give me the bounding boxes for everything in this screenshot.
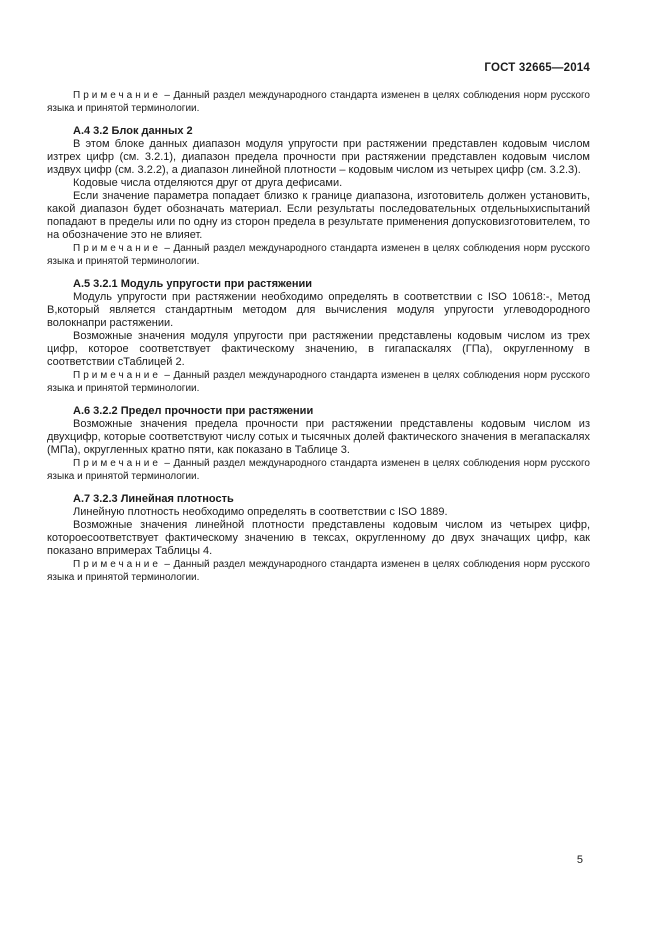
note-text: – Данный раздел международного стандарта изменен в целях соблюдения норм русского языка и принятой терминологии. — [47, 458, 590, 482]
note-text: – Данный раздел международного стандарта изменен в целях соблюдения норм русского языка и принятой терминологии. — [47, 370, 590, 394]
section-heading-a4: А.4 3.2 Блок данных 2 — [73, 125, 193, 137]
paragraph: Возможные значения модуля упругости при растяжении представлены кодовым числом из трех цифр, которое соответствует фактическому значению, в гигапаскалях (ГПа), округленному в соответствии сТаблицей 2. — [47, 330, 590, 368]
page-number: 5 — [576, 854, 583, 866]
note-text: – Данный раздел международного стандарта изменен в целях соблюдения норм русского языка и принятой терминологии. — [47, 559, 590, 583]
note-label: Примечание — [73, 458, 161, 469]
note-label: Примечание — [73, 243, 161, 254]
note-paragraph — [47, 457, 590, 483]
section-heading-a7: А.7 3.2.3 Линейная плотность — [73, 493, 234, 505]
note-text: – Данный раздел международного стандарта изменен в целях соблюдения норм русского языка и принятой терминологии. — [47, 90, 590, 114]
paragraph: Модуль упругости при растяжении необходимо определять в соответствии с ISO 10618:-, Метод В,который является стандартным методом для вычисления модуля упругости углеводородного волокнапри растяжении. — [47, 291, 590, 329]
note-paragraph — [47, 558, 590, 584]
note-text: – Данный раздел международного стандарта изменен в целях соблюдения норм русского языка и принятой терминологии. — [47, 243, 590, 267]
paragraph: Возможные значения предела прочности при растяжении представлены кодовым числом из двухцифр, которые соответствуют числу сотых и тысячных долей фактического значения в мегапаскалях (МПа), округленных кратно пяти, как показано в Таблице 3. — [47, 418, 590, 456]
standard-number: ГОСТ 32665—2014 — [484, 62, 590, 74]
note-paragraph — [47, 242, 590, 268]
paragraph: Если значение параметра попадает близко к границе диапазона, изготовитель должен установить, какой диапазон будет обозначать материал. Если результаты последовательных отдельныхиспытаний попадают в пределы или по одну из сторон предела в результате применения допусковизготовителем, то на обозначение это не влияет. — [47, 190, 590, 241]
document-content — [0, 76, 661, 584]
note-paragraph — [47, 369, 590, 395]
note-label: Примечание — [73, 370, 161, 381]
paragraph: В этом блоке данных диапазон модуля упругости при растяжении представлен кодовым числом изтрех цифр (см. 3.2.1), диапазон предела прочности при растяжении представлен кодовым числом издвух цифр (см. 3.2.2), а диапазон линейной плотности – кодовым числом из четырех цифр (см. 3.2.3). — [47, 138, 590, 176]
note-paragraph — [47, 89, 590, 115]
section-heading-a5: А.5 3.2.1 Модуль упругости при растяжении — [73, 278, 312, 290]
section-heading-a6: А.6 3.2.2 Предел прочности при растяжении — [73, 405, 314, 417]
note-label: Примечание — [73, 90, 161, 101]
paragraph: Линейную плотность необходимо определять в соответствии с ISO 1889. — [73, 506, 448, 518]
page-header — [0, 0, 661, 76]
paragraph: Кодовые числа отделяются друг от друга дефисами. — [73, 177, 343, 189]
paragraph: Возможные значения линейной плотности представлены кодовым числом из четырех цифр, котороесоответствует фактическому значению в тексах, округленному до двух значащих цифр, как показано впримерах Таблицы 4. — [47, 519, 590, 557]
note-label: Примечание — [73, 559, 161, 570]
